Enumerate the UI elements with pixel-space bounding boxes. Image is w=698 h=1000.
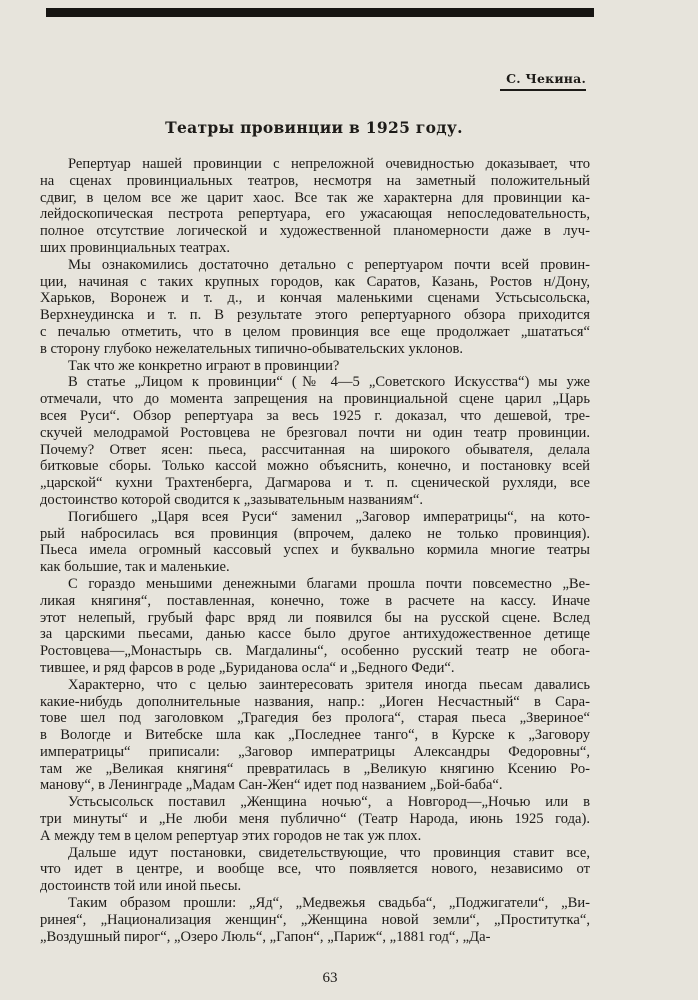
text-line: А между тем в целом репертуар этих городов не так уж плох. — [40, 827, 422, 844]
paragraph — [40, 156, 590, 257]
text-line: битковые сборы. Только кассой можно объяснить, конечно, и постановку всей — [40, 458, 590, 475]
text-line: ших провинциальных театрах. — [40, 239, 231, 256]
text-line: с печалью отметить, что в целом провинция все еще продолжает „шататься“ — [40, 323, 590, 340]
text-line: сдвиг, в целом все же царит хаос. Все так же характерна для провинции ка- — [40, 189, 590, 206]
paragraph — [40, 677, 590, 795]
text-line: как большие, так и маленькие. — [40, 559, 230, 576]
text-line: Характерно, что с целью заинтересовать зрителя иногда пьесам давались — [68, 676, 590, 693]
text-line: Ростовцева—„Монастырь св. Магдалины“, особенно русский театр не обога- — [40, 643, 590, 660]
text-line: этот нелепый, грубый фарс вряд ли появился бы на русской сцене. Вслед — [40, 609, 590, 626]
paragraph — [40, 895, 590, 945]
text-line: в Вологде и Витебске шла как „Последнее танго“, в Курске к „Заговору — [40, 727, 590, 744]
top-rule — [46, 8, 594, 17]
text-line: там же „Великая княгиня“ превратилась в „Великую княгиню Ксению Ро- — [40, 760, 590, 777]
text-line: „царской“ кухни Трахтенберга, Дагмарова и т. п. сценической рухляди, все — [40, 475, 590, 492]
text-line: за царскими пьесами, данью кассе было другое антихудожественное детище — [40, 626, 590, 643]
paragraph — [40, 509, 590, 576]
text-line: какие-нибудь дополнительные названия, напр.: „Иоген Несчастный“ в Сара- — [40, 693, 590, 710]
article-body — [40, 156, 590, 945]
text-line: тове шел под заголовком „Трагедия без пролога“, старая пьеса „Звериное“ — [40, 710, 590, 727]
author-name: С. Чекина. — [506, 71, 586, 86]
text-line: Верхнеудинска и т. п. В результате этого репертуарного обзора приходится — [40, 307, 590, 324]
text-line: отмечали, что до момента запрещения на провинциальной сцене царил „Царь — [40, 391, 590, 408]
text-line: что идет в центре, и вообще все, что появляется нового, независимо от — [40, 861, 590, 878]
text-line: всея Руси“. Обзор репертуара за весь 1925 г. доказал, что дешевой, тре- — [40, 407, 590, 424]
text-line: полное отсутствие логической и художественной планомерности даже в луч- — [40, 223, 590, 240]
article-title: Театры провинции в 1925 году. — [165, 118, 463, 137]
text-line: Харьков, Воронеж и т. д., и кончая маленькими сценами Устьсысольска, — [40, 290, 590, 307]
paragraph — [40, 576, 590, 677]
page-number: 63 — [322, 970, 338, 986]
text-line: ликая княгиня“, поставленная, конечно, тоже в расчете на кассу. Иначе — [40, 592, 590, 609]
text-line: достоинство которой сводится к „зазывательным названиям“. — [40, 491, 424, 508]
text-line: ции, начиная с таких крупных городов, как Саратов, Казань, Ростов н/Дону, — [40, 273, 590, 290]
text-line: три минуты“ и „Не люби меня публично“ (Театр Народа, июнь 1925 года). — [40, 811, 590, 828]
text-line: Пьеса имела огромный кассовый успех и буквально кормила многие театры — [40, 542, 590, 559]
text-line: ринея“, „Национализация женщин“, „Женщина новой земли“, „Проститутка“, — [40, 911, 590, 928]
text-line: манову“, в Ленинграде „Мадам Сан-Жен“ идет под названием „Бой-баба“. — [40, 777, 503, 794]
text-line: на сценах провинциальных театров, несмотря на заметный положительный — [40, 172, 590, 189]
text-line: Репертуар нашей провинции с непреложной очевидностью доказывает, что — [68, 156, 590, 172]
paragraph — [40, 257, 590, 358]
text-line: Таким образом прошли: „Яд“, „Медвежья свадьба“, „Поджигатели“, „Ви- — [68, 895, 590, 912]
text-line: тившее, и ряд фарсов в роде „Буриданова осла“ и „Бедного Феди“. — [40, 659, 455, 676]
text-line: Устьсысольск поставил „Женщина ночью“, а Новгород—„Ночью или в — [68, 794, 590, 811]
paragraph — [40, 845, 590, 895]
text-line: В статье „Лицом к провинции“ (№ 4—5 „Советского Искусства“) мы уже — [68, 374, 590, 391]
text-line: достоинств той или иной пьесы. — [40, 878, 242, 895]
text-line: С гораздо меньшими денежными благами прошла почти повсеместно „Ве- — [68, 575, 590, 592]
author-block — [500, 68, 586, 91]
text-line: Погибшего „Царя всея Руси“ заменил „Заговор императрицы“, на кото- — [68, 508, 590, 525]
text-line: „Воздушный пирог“, „Озеро Люль“, „Гапон“, „Париж“, „1881 год“, „Да- — [40, 928, 491, 945]
text-line: в сторону глубоко нежелательных типично-обывательских уклонов. — [40, 340, 464, 357]
text-line: лейдоскопическая пестрота репертуара, его ужасающая непоследовательность, — [40, 206, 590, 223]
paragraph — [40, 374, 590, 508]
text-line: рый набросилась вся провинция (впрочем, далеко не только провинция). — [40, 525, 590, 542]
text-line: скучей мелодрамой Ростовцева не брезговал почти ни один театр провинции. — [40, 424, 590, 441]
text-line: Почему? Ответ ясен: пьеса, рассчитанная на широкого обывателя, делала — [40, 441, 590, 458]
paragraph — [40, 358, 590, 375]
text-line: Так что же конкретно играют в провинции? — [68, 357, 340, 374]
text-line: Мы ознакомились достаточно детально с репертуаром почти всей провин- — [68, 256, 590, 273]
paragraph — [40, 794, 590, 844]
text-line: императрицы“ приписали: „Заговор императрицы Александры Федоровны“, — [40, 743, 590, 760]
text-line: Дальше идут постановки, свидетельствующие, что провинция ставит все, — [68, 844, 590, 861]
